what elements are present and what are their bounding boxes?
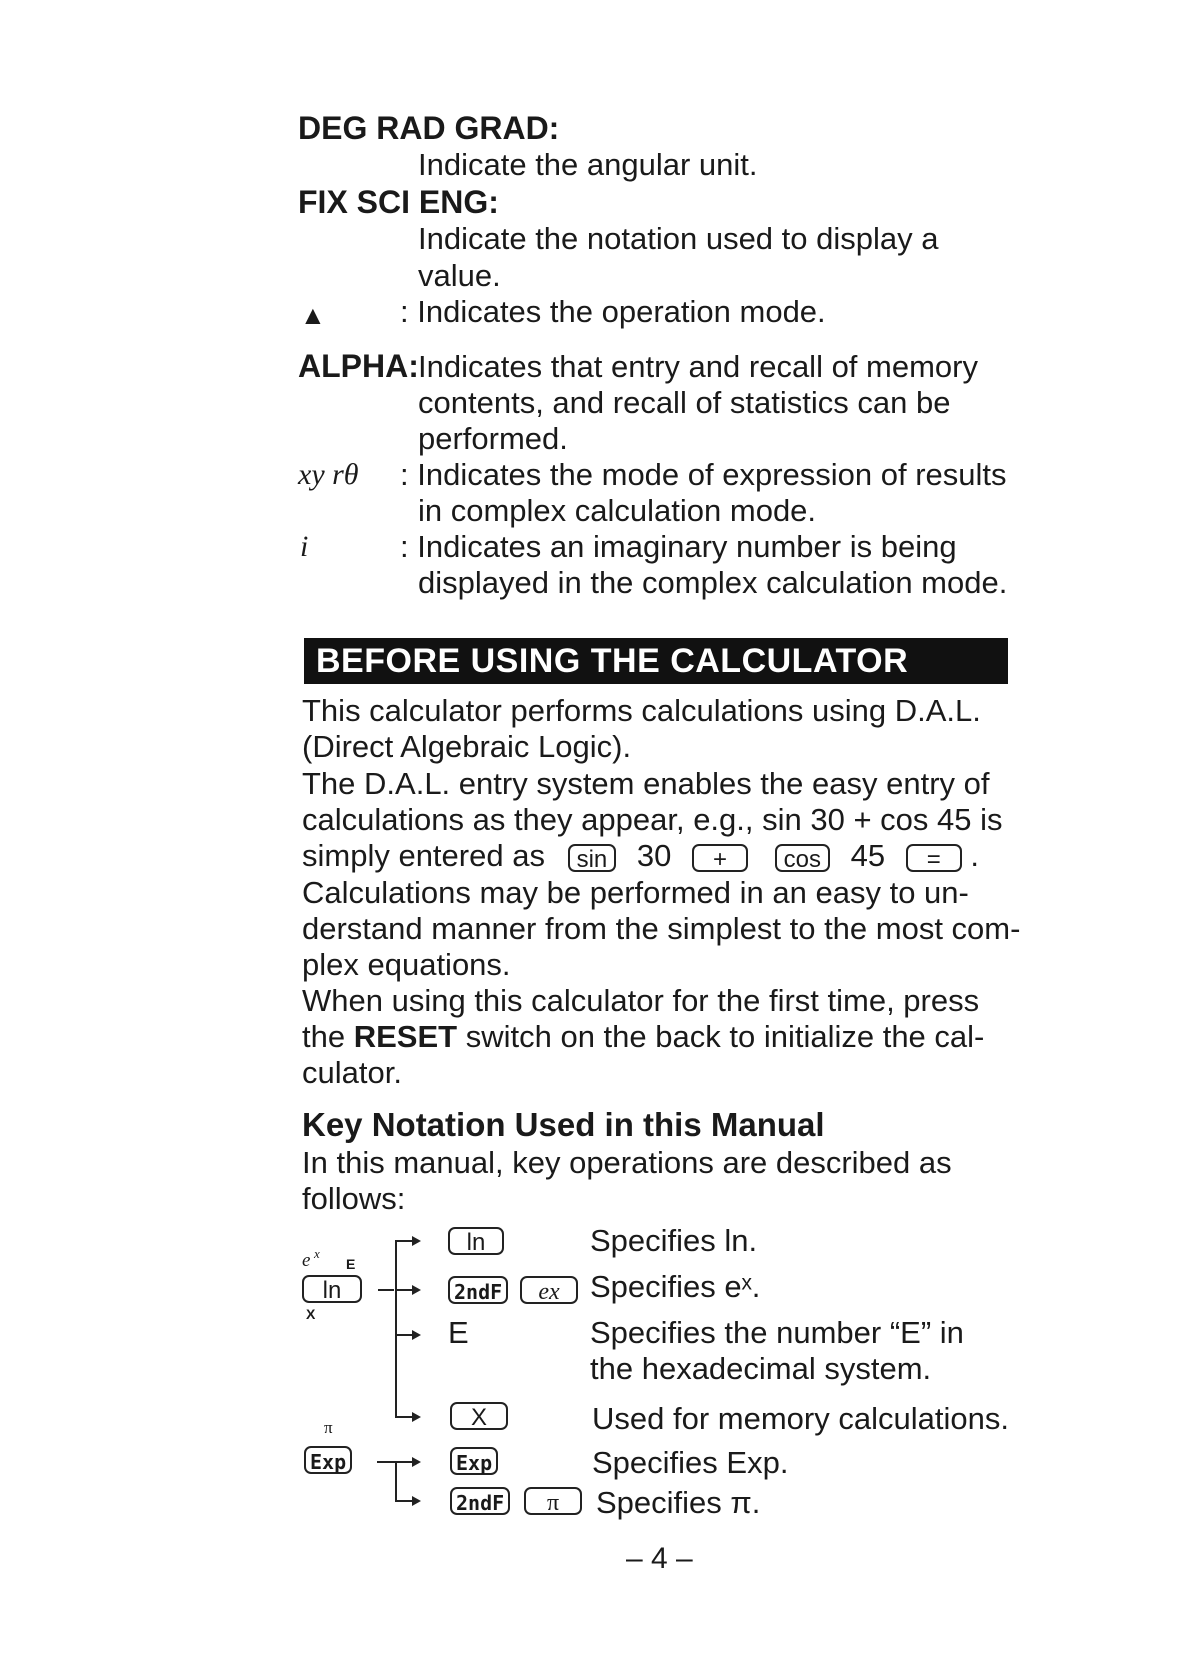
sin-key-icon: sin [568,844,617,872]
body-line-5 [302,837,979,874]
indicator-term-complex: xy rθ [298,458,359,491]
row-e-text-1: Specifies the number “E” in [590,1315,964,1350]
indicator-term-notation: FIX SCI ENG: [298,184,499,220]
arrow-right-icon [412,1236,421,1246]
ln-branch-1 [395,1240,413,1242]
indicator-desc-mode: : Indicates the operation mode. [400,294,826,329]
indicator-term-imaginary: i [300,530,309,563]
body-line-3: The D.A.L. entry system enables the easy entry of [302,766,990,801]
ln-key-below: X [306,1306,316,1322]
key-notation-intro-2: follows: [302,1181,406,1216]
ln-tree-stem [378,1289,394,1291]
row-x-text: Used for memory calculations. [592,1401,1009,1436]
indicator-desc-alpha-2: contents, and recall of statistics can be [418,385,951,420]
body-line-8: plex equations. [302,947,511,982]
arrow-right-icon [412,1496,421,1506]
body-line-10-b: switch on the back to initialize the cal- [465,1019,985,1054]
exp-tree-trunk [395,1461,397,1501]
row-ln-text: Specifies ln. [590,1223,758,1258]
row-exp-text: Specifies Exp. [592,1445,789,1480]
indicator-term-angular: DEG RAD GRAD: [298,110,560,146]
indicator-desc-complex-1: : Indicates the mode of expression of results [400,457,1007,492]
exp-key-above: π [324,1418,333,1437]
arrow-right-icon [412,1330,421,1340]
ln-branch-3 [395,1334,413,1336]
key-notation-heading: Key Notation Used in this Manual [302,1106,825,1143]
ln-key-above-left: e [302,1250,311,1271]
row-e-text-2: the hexadecimal system. [590,1351,932,1386]
equals-key-icon: = [906,844,962,872]
ex-key-icon: ex [520,1276,578,1304]
arrow-right-icon [412,1285,421,1295]
body-line-5-prefix: simply entered as [302,838,545,873]
2ndf-key-icon: 2ndF [448,1276,508,1304]
indicator-term-alpha: ALPHA: [298,348,419,384]
indicator-desc-notation-1: Indicate the notation used to display a [418,221,939,256]
ln-tree-trunk [395,1240,397,1417]
indicator-desc-imaginary-1: : Indicates an imaginary number is being [400,529,957,564]
body-line-2: (Direct Algebraic Logic). [302,729,632,764]
body-line-4: calculations as they appear, e.g., sin 30 + cos 45 is [302,802,1003,837]
row-ex-text: Specifies eˣ. [590,1269,761,1304]
indicator-desc-alpha-1: Indicates that entry and recall of memory [418,349,978,384]
body-line-11: culator. [302,1055,402,1090]
2ndf-key-icon: 2ndF [450,1487,510,1515]
body-num-30: 30 [636,838,672,873]
indicator-desc-imaginary-2: displayed in the complex calculation mode. [418,565,1008,600]
section-banner: BEFORE USING THE CALCULATOR [304,638,1008,684]
indicator-desc-complex-2: in complex calculation mode. [418,493,817,528]
arrow-right-icon [412,1412,421,1422]
pi-key-icon: π [524,1487,582,1515]
ln-key-above-right: E [346,1256,356,1272]
exp-key-icon: Exp [450,1447,498,1475]
row-pi-text: Specifies π. [596,1485,761,1520]
body-line-10-a: the [302,1019,346,1054]
ln-branch-4 [395,1416,413,1418]
body-line-5-suffix: . [970,838,979,873]
plus-key-icon: + [692,844,748,872]
body-line-6: Calculations may be performed in an easy to un- [302,875,969,910]
key-notation-intro-1: In this manual, key operations are described as [302,1145,952,1180]
arrow-right-icon [412,1457,421,1467]
indicator-desc-notation-2: value. [418,258,501,293]
indicator-desc-alpha-3: performed. [418,421,568,456]
body-line-1: This calculator performs calculations using D.A.L. [302,693,981,728]
exp-source-key-icon: Exp [304,1446,352,1474]
ln-source-key-icon: ln [302,1275,362,1303]
e-hex-label: E [448,1315,469,1350]
indicator-desc-angular: Indicate the angular unit. [418,147,758,182]
ln-branch-2 [395,1289,413,1291]
triangle-icon: ▲ [300,300,326,330]
ln-key-above-left-sup: x [314,1246,320,1261]
exp-branch-2 [395,1500,413,1502]
x-key-icon: X [450,1402,508,1430]
body-line-7: derstand manner from the simplest to the most com- [302,911,1021,946]
cos-key-icon: cos [775,844,830,872]
body-line-9: When using this calculator for the first time, press [302,983,980,1018]
body-num-45: 45 [850,838,886,873]
page-number: – 4 – [626,1542,693,1575]
ln-key-icon: ln [448,1227,504,1255]
reset-switch-label: RESET [353,1019,458,1054]
body-line-10 [302,1018,984,1055]
